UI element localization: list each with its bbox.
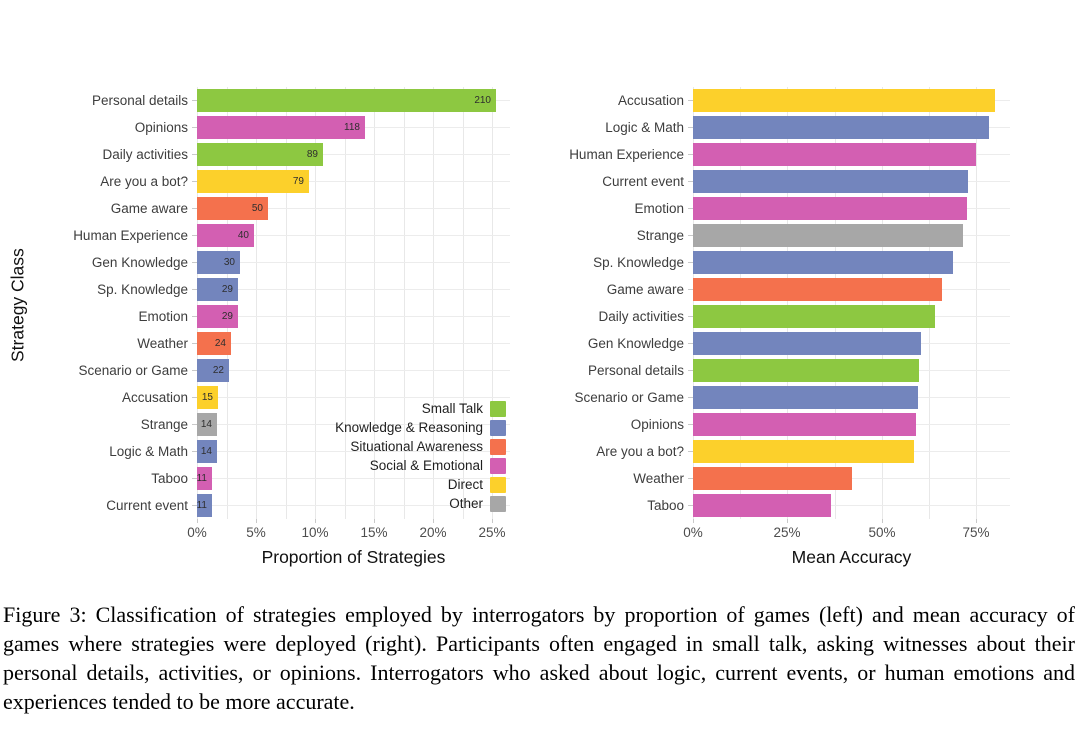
bar [693, 413, 916, 436]
legend-label: Situational Awareness [350, 439, 483, 454]
y-tick [192, 262, 197, 263]
category-label: Gen Knowledge [587, 336, 684, 351]
y-tick [192, 235, 197, 236]
y-tick [192, 478, 197, 479]
category-label: Emotion [138, 309, 188, 324]
bar [197, 143, 323, 166]
y-tick [192, 127, 197, 128]
legend-label: Small Talk [421, 401, 483, 416]
bar-value-label: 29 [221, 284, 233, 295]
legend-swatch [490, 420, 506, 436]
category-label: Weather [137, 336, 188, 351]
legend-label: Direct [447, 477, 483, 492]
x-tick [787, 519, 788, 523]
category-label: Sp. Knowledge [97, 282, 188, 297]
category-label: Current event [602, 174, 684, 189]
category-label: Are you a bot? [100, 174, 188, 189]
y-tick [688, 505, 693, 506]
bar [197, 359, 229, 382]
y-tick [192, 397, 197, 398]
bar-value-label: 22 [212, 365, 224, 376]
y-tick [688, 154, 693, 155]
category-label: Opinions [134, 120, 188, 135]
x-tick-label: 0% [683, 525, 703, 540]
gridline [197, 370, 510, 371]
gridline [976, 87, 977, 519]
category-label: Logic & Math [605, 120, 684, 135]
category-label: Game aware [110, 201, 188, 216]
x-tick-label: 75% [962, 525, 990, 540]
category-label: Taboo [151, 471, 188, 486]
bar-value-label: 11 [196, 473, 207, 484]
x-axis-title-mean-accuracy: Mean Accuracy [791, 547, 912, 567]
bar [693, 467, 852, 490]
bar [693, 494, 831, 517]
bar [693, 170, 968, 193]
category-label: Current event [106, 498, 188, 513]
legend-row [298, 475, 506, 494]
x-tick [882, 519, 883, 523]
y-tick [688, 316, 693, 317]
x-tick [492, 519, 493, 523]
legend-label: Other [449, 496, 483, 511]
bar-value-label: 50 [251, 203, 263, 214]
legend-swatch [490, 477, 506, 493]
y-tick [192, 424, 197, 425]
bar-value-label: 210 [474, 95, 491, 106]
y-tick [688, 208, 693, 209]
bar [197, 89, 496, 112]
y-tick [192, 505, 197, 506]
category-label: Are you a bot? [596, 444, 684, 459]
legend-swatch [490, 496, 506, 512]
bar [197, 170, 309, 193]
bar [197, 305, 238, 328]
bar [693, 224, 963, 247]
gridline [197, 343, 510, 344]
category-label: Strange [636, 228, 684, 243]
bar [197, 278, 238, 301]
bar [197, 386, 218, 409]
y-tick [192, 154, 197, 155]
x-tick [433, 519, 434, 523]
bar [197, 197, 268, 220]
bar-value-label: 24 [214, 338, 226, 349]
bar [693, 143, 976, 166]
y-tick [192, 289, 197, 290]
bar-value-label: 29 [221, 311, 233, 322]
bar [693, 197, 967, 220]
gridline [197, 316, 510, 317]
y-tick [688, 478, 693, 479]
x-tick-label: 10% [301, 525, 329, 540]
y-tick [688, 262, 693, 263]
x-tick [197, 519, 198, 523]
category-label: Human Experience [569, 147, 684, 162]
gridline [197, 289, 510, 290]
category-label: Weather [633, 471, 684, 486]
bar [197, 494, 212, 517]
bar [197, 116, 365, 139]
bar [197, 413, 217, 436]
legend-swatch [490, 401, 506, 417]
x-tick-label: 20% [419, 525, 447, 540]
gridline [197, 262, 510, 263]
category-label: Scenario or Game [78, 363, 188, 378]
gridline [197, 397, 510, 398]
category-label: Taboo [647, 498, 684, 513]
right-chart-panel [693, 87, 1010, 519]
category-label: Logic & Math [109, 444, 188, 459]
category-label: Personal details [91, 93, 188, 108]
bar [197, 251, 240, 274]
x-tick [693, 519, 694, 523]
category-label: Scenario or Game [574, 390, 684, 405]
legend-label: Social & Emotional [369, 458, 483, 473]
legend-row [298, 437, 506, 456]
y-tick [688, 100, 693, 101]
y-axis-title-strategy-class: Strategy Class [7, 248, 28, 362]
x-tick-label: 0% [187, 525, 207, 540]
bar [693, 89, 995, 112]
category-label: Gen Knowledge [91, 255, 188, 270]
legend-row [298, 399, 506, 418]
x-tick [976, 519, 977, 523]
x-tick [315, 519, 316, 523]
strategy-class-legend [298, 399, 506, 513]
bar [693, 116, 989, 139]
bar-value-label: 14 [200, 446, 212, 457]
bar [693, 440, 914, 463]
y-tick [688, 289, 693, 290]
x-axis-title-proportion: Proportion of Strategies [261, 547, 446, 567]
bar [197, 440, 217, 463]
y-tick [688, 451, 693, 452]
x-tick-label: 50% [868, 525, 896, 540]
figure-caption: Figure 3: Classification of strategies employed by interrogators by proportion of games (left) and mean accuracy of games where strategies were deployed (right). Participants often engaged in small talk, asking witnesses about their personal details, activities, or opinions. Interrogators who asked about logic, current events, or human emotions and experiences tended to be more accurate. [3, 602, 1075, 714]
y-tick [688, 397, 693, 398]
bar-value-label: 118 [344, 122, 360, 133]
category-label: Sp. Knowledge [593, 255, 684, 270]
bar [693, 386, 918, 409]
y-tick [688, 343, 693, 344]
category-label: Accusation [121, 390, 188, 405]
bar [693, 359, 919, 382]
y-tick [192, 181, 197, 182]
y-tick [192, 370, 197, 371]
x-tick [256, 519, 257, 523]
legend-swatch [490, 458, 506, 474]
bar [693, 305, 935, 328]
legend-row [298, 456, 506, 475]
category-label: Daily activities [598, 309, 684, 324]
y-tick [688, 370, 693, 371]
category-label: Human Experience [73, 228, 188, 243]
y-tick [192, 316, 197, 317]
bar-value-label: 15 [201, 392, 213, 403]
x-tick-label: 25% [773, 525, 801, 540]
x-tick-label: 25% [478, 525, 506, 540]
bar [693, 332, 921, 355]
bar-value-label: 14 [200, 419, 212, 430]
y-tick [688, 127, 693, 128]
bar-value-label: 40 [237, 230, 249, 241]
y-tick [688, 235, 693, 236]
category-label: Emotion [634, 201, 684, 216]
legend-swatch [490, 439, 506, 455]
x-tick [374, 519, 375, 523]
bar-value-label: 30 [223, 257, 235, 268]
bar [197, 224, 254, 247]
category-label: Personal details [587, 363, 684, 378]
category-label: Accusation [617, 93, 684, 108]
y-tick [192, 451, 197, 452]
bar-value-label: 79 [292, 176, 304, 187]
category-label: Opinions [630, 417, 684, 432]
y-tick [192, 100, 197, 101]
bar [197, 332, 231, 355]
bar [693, 278, 942, 301]
y-tick [688, 181, 693, 182]
y-tick [192, 343, 197, 344]
category-label: Daily activities [102, 147, 188, 162]
bar-value-label: 11 [196, 500, 207, 511]
category-label: Strange [140, 417, 188, 432]
x-tick-label: 5% [246, 525, 266, 540]
bar [197, 467, 212, 490]
y-tick [688, 424, 693, 425]
bar-value-label: 89 [306, 149, 318, 160]
legend-row [298, 418, 506, 437]
legend-label: Knowledge & Reasoning [335, 420, 483, 435]
bar [693, 251, 953, 274]
x-tick-label: 15% [360, 525, 388, 540]
y-tick [192, 208, 197, 209]
category-label: Game aware [606, 282, 684, 297]
legend-row [298, 494, 506, 513]
